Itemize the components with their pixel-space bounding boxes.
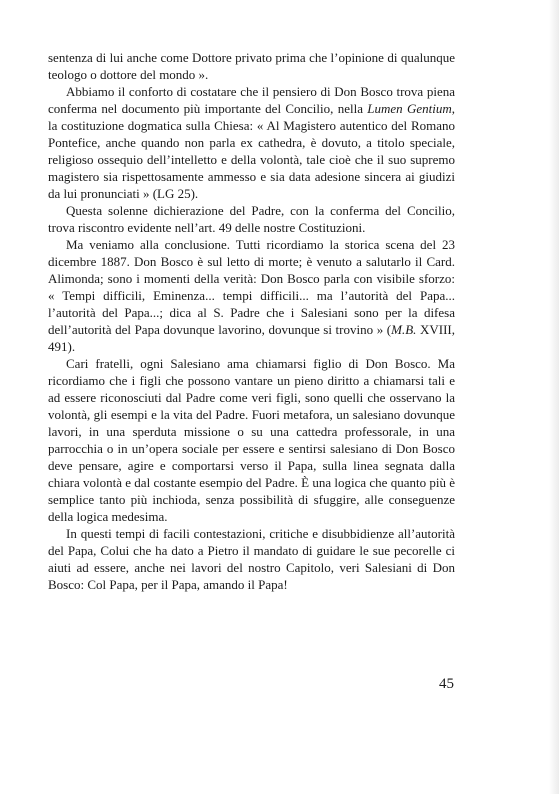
italic-text-run: Lumen Gentium: [367, 101, 452, 116]
paragraph: [48, 83, 455, 202]
text-run: In questi tempi di facili contestazioni, critiche e disubbidienze all’autorità del Papa, Colui che ha dato a Pietro il mandato di guidare le sue pecorelle ci aiuti ad essere, anche nei lavori del nostro Capitolo, veri Salesiani di Don Bosco: Col Papa, per il Papa, amando il Papa!: [48, 526, 455, 592]
text-run: Ma veniamo alla conclusione. Tutti ricordiamo la storica scena del 23 dicembre 1887. Don Bosco è sul letto di morte; è venuto a salutarlo il Card. Alimonda; sono i momenti della verità: Don Bosco parla con visibile sforzo: « Tempi difficili, Eminenza... tempi difficili... ma l’autorità del Papa... l’autorità del Papa...; dica al S. Padre che i Salesiani sono per la difesa dell’autorità del Papa dovunque lavorino, dovunque si trovino » (: [48, 237, 455, 337]
text-run: sentenza di lui anche come Dottore privato prima che l’opinione di qualunque teologo o dottore del mondo ».: [48, 50, 455, 82]
paragraph: [48, 236, 455, 355]
text-run: , la costituzione dogmatica sulla Chiesa: « Al Magistero autentico del Romano Pontefice, anche quando non parla ex cathedra, è dovuto, a titolo speciale, religioso ossequio dell’intelletto e della volontà, tale cioè che il suo supremo magistero sia rispettosamente ammesso e sia data adesione sincera ai giudizi da lui pronunciati » (LG 25).: [48, 101, 455, 201]
paragraph: [48, 525, 455, 593]
paragraph: [48, 49, 455, 83]
body-text: [48, 49, 455, 593]
text-run: Cari fratelli, ogni Salesiano ama chiamarsi figlio di Don Bosco. Ma ricordiamo che i figli che possono vantare un pieno diritto a chiamarsi tali e ad essere riconosciuti dal Padre come veri figli, sono quelli che osservano la volontà, gli esempi e la vita del Padre. Fuori metafora, un salesiano dovunque lavori, in una sperduta missione o su una cattedra professorale, in una parrocchia o in un’opera sociale per essere e sentirsi salesiano di Don Bosco deve pensare, agire e comportarsi verso il Papa, sulla linea segnata dalla chiara volontà e dal costante esempio del Padre. È una logica che quanto più è semplice tanto più inchioda, senza possibilità di sfuggire, alle conseguenze della logica medesima.: [48, 356, 455, 524]
paragraph: [48, 355, 455, 525]
paragraph: [48, 202, 455, 236]
italic-text-run: M.B.: [391, 322, 417, 337]
page-number: 45: [439, 676, 454, 692]
page-edge-shadow: [549, 0, 559, 794]
text-run: XVIII, 491).: [48, 322, 455, 354]
text-run: Questa solenne dichierazione del Padre, con la conferma del Concilio, trova riscontro evidente nell’art. 49 delle nostre Costituzioni.: [48, 203, 455, 235]
text-run: Abbiamo il conforto di costatare che il pensiero di Don Bosco trova piena conferma nel documento più importante del Concilio, nella: [48, 84, 455, 116]
